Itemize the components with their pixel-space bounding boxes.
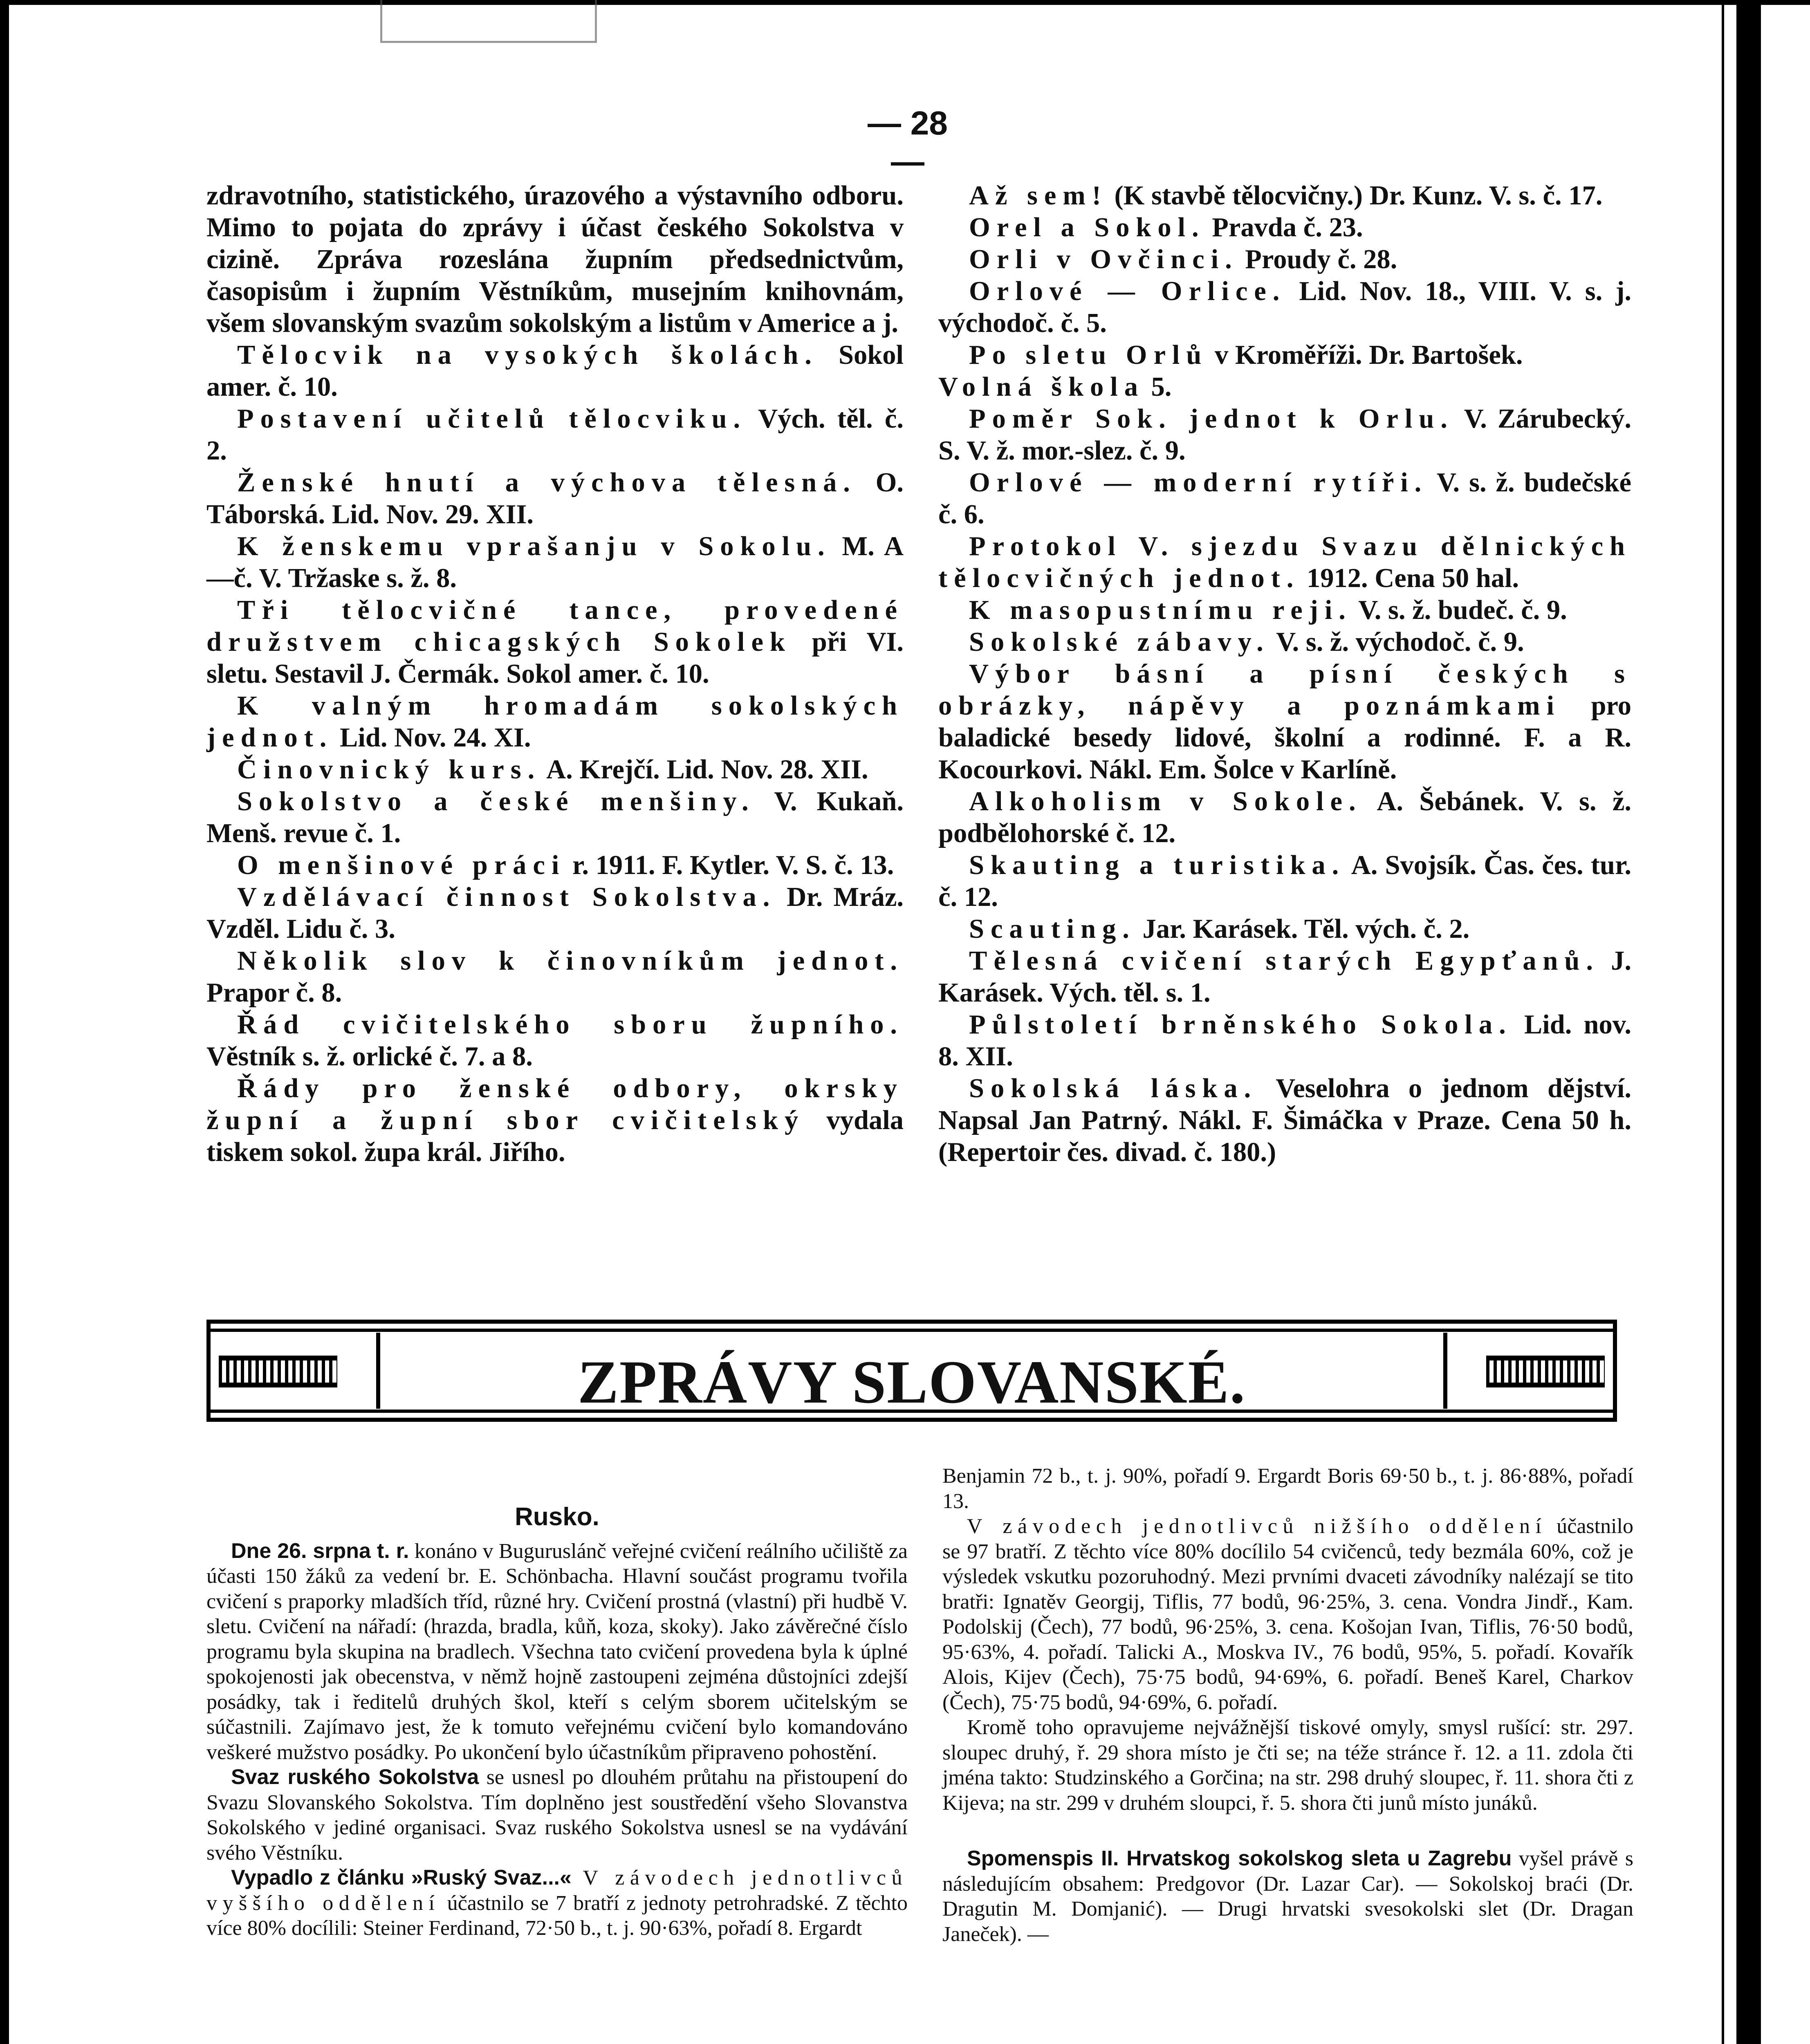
bibliography-entry: Skauting a turistika. A. Svojsík. Čas. čes. tur. č. 12.	[938, 850, 1631, 912]
bibliography-entry: O menšinové práci r. 1911. F. Kytler. V. S. č. 13.	[237, 850, 894, 880]
page-edge-left	[0, 0, 9, 2044]
news-right-column	[942, 1464, 1633, 1947]
bibliography-entry: Sokolstvo a české menšiny. V. Kukaň. Menš. revue č. 1.	[206, 787, 904, 848]
bibliography-entry: Orel a Sokol. Pravda č. 23.	[969, 213, 1363, 242]
bibliography-entry: Řád cvičitelského sboru župního. Věstník s. ž. orlické č. 7. a 8.	[206, 1010, 904, 1071]
bibliography-right-column	[938, 180, 1631, 1168]
section-banner	[206, 1320, 1617, 1422]
library-stamp	[380, 0, 597, 43]
paragraph-gap	[942, 1815, 1633, 1846]
bibliography-entry: Tělesná cvičení starých Egypťanů. J. Karásek. Vých. těl. s. 1.	[938, 946, 1631, 1008]
bibliography-entry: Volná škola 5.	[938, 372, 1172, 402]
rusko-heading: Rusko.	[515, 1503, 599, 1531]
page-number: — 28 —	[868, 105, 948, 180]
news-paragraph: Dne 26. srpna t. r. konáno v Buguruslánč veřejné cvičení reálního učiliště za účasti 150 žáků za vedení br. E. Schönbacha. Hlavní součást programu tvořila cvičení s praporky mladších tříd, různé hry. Cvičení prostná (vlastní) při hudbě V. sletu. Cvičení na nářadí: (hrazda, bradla, kůň, koza, skoky). Jako závěrečné číslo programu byla skupina na bradlech. Všechna tato cvičení provedena byla k úplné spokojenosti jak obecenstva, v němž hojně zastoupeni zejména důstojníci zdejší posádky, tak i ředitelů druhých škol, kteří s celým sborem učitelským se súčastnili. Zajímavo jest, že k tomuto veřejnému cvičení bylo komandováno veškeré mužstvo posádky. Po ukončení bylo účastníkům připraveno pohostění.	[206, 1539, 908, 1764]
banner-title-frame	[376, 1333, 1447, 1416]
bibliography-entry: Orlové — moderní rytíři. V. s. ž. budečské č. 6.	[938, 468, 1631, 529]
bibliography-entry: K valným hromadám sokolských jednot. Lid. Nov. 24. XI.	[206, 691, 904, 753]
banner-ornament-left	[219, 1356, 337, 1387]
bibliography-entry: Alkoholism v Sokole. A. Šebánek. V. s. ž. podbělohorské č. 12.	[938, 787, 1632, 848]
bibliography-entry: Tělocvik na vysokých školách. Sokol amer. č. 10.	[206, 340, 904, 402]
bibliography-entry: Postavení učitelů tělocviku. Vých. těl. č. 2.	[206, 404, 904, 466]
bibliography-entry: Až sem! (K stavbě tělocvičny.) Dr. Kunz. V. s. č. 17.	[969, 181, 1603, 211]
bibliography-entry: Po sletu Orlů v Kroměříži. Dr. Bartošek.	[969, 340, 1523, 370]
intro-paragraph: zdravotního, statistického, úrazového a výstavního odboru. Mimo to pojata do zprávy i účast českého Sokolstva v cizině. Zpráva rozeslána župním předsednictvům, časopisům i župním Věstníkům, musejním knihovnám, všem slovanským svazům sokolským a listům v Americe a j.	[206, 181, 904, 338]
news-paragraph: Svaz ruského Sokolstva se usnesl po dlouhém průtahu na přistoupení do Svazu Slovanského Sokolstva. Tím doplněno jest soustředění všeho Slovanstva Sokolského v jediné organisaci. Svaz ruského Sokolstva usnesl se na vydávání svého Věstníku.	[206, 1765, 908, 1865]
bibliography-entry: K ženskemu vprašanju v Sokolu. M. A—č. V. Tržaske s. ž. 8.	[206, 531, 904, 593]
rusko-column	[206, 1504, 908, 1941]
bibliography-entry: Řády pro ženské odbory, okrsky župní a župní sbor cvičitelský vydala tiskem sokol. župa král. Jiřího.	[206, 1074, 904, 1167]
bibliography-entry: K masopustnímu reji. V. s. ž. budeč. č. 9.	[969, 595, 1567, 625]
bibliography-entry: Orli v Ovčinci. Proudy č. 28.	[969, 244, 1397, 274]
bibliography-entry: Scauting. Jar. Karásek. Těl. vých. č. 2.	[969, 914, 1470, 944]
bibliography-entry: Orlové — Orlice. Lid. Nov. 18., VIII. V. s. j. východoč. č. 5.	[938, 276, 1632, 338]
bibliography-entry: Několik slov k činovníkům jednot. Prapor č. 8.	[206, 946, 904, 1008]
page-edge-top	[0, 0, 1810, 5]
bibliography-entry: Sokolská láska. Veselohra o jednom dějství. Napsal Jan Patrný. Nákl. F. Šimáčka v Praze. Cena 50 h. (Repertoir čes. divad. č. 180.)	[938, 1074, 1632, 1167]
banner-rule-top	[211, 1329, 1613, 1332]
page-edge-right-line	[1722, 0, 1724, 2044]
bibliography-entry: Vzdělávací činnost Sokolstva. Dr. Mráz. Vzděl. Lidu č. 3.	[206, 882, 904, 944]
bibliography-entry: Poměr Sok. jednot k Orlu. V. Zárubecký. S. V. ž. mor.-slez. č. 9.	[938, 404, 1632, 466]
page-edge-right	[1736, 0, 1761, 2044]
bibliography-entry: Sokolské zábavy. V. s. ž. východoč. č. 9.	[969, 627, 1524, 657]
bibliography-entry: Ženské hnutí a výchova tělesná. O. Táborská. Lid. Nov. 29. XII.	[206, 468, 904, 529]
news-paragraph: Benjamin 72 b., t. j. 90%, pořadí 9. Ergardt Boris 69·50 b., t. j. 86·88%, pořadí 13.	[942, 1464, 1633, 1513]
bibliography-entry: Činovnický kurs. A. Krejčí. Lid. Nov. 28. XII.	[237, 755, 868, 784]
bibliography-entry: Půlstoletí brněnského Sokola. Lid. nov. 8. XII.	[938, 1010, 1631, 1071]
errata-paragraph: Kromě toho opravujeme nejvážnější tiskové omyly, smysl rušící: str. 297. sloupec druhý, ř. 29 shora místo je čti se; na téže stránce ř. 12. a 11. zdola čti jména takto: Studzinského a Gorčina; na str. 298 druhý sloupec, ř. 11. shora čti z Kijeva; na str. 299 v druhém sloupci, ř. 5. shora čti junů místo junáků.	[942, 1716, 1633, 1815]
bibliography-entry: Výbor básní a písní českých s obrázky, nápěvy a poznámkami pro baladické besedy lidové, školní a rodinné. F. a R. Kocourkovi. Nákl. Em. Šolce v Karlíně.	[938, 659, 1631, 784]
news-paragraph: Vypadlo z článku »Ruský Svaz...« V závodech jednotlivců vyššího oddělení účastnilo se 7 bratří z jednoty petrohradské. Z těchto více 80% docílili: Steiner Ferdinand, 72·50 b., t. j. 90·63%, pořadí 8. Ergardt	[206, 1866, 908, 1940]
bibliography-entry: Protokol V. sjezdu Svazu dělnických tělocvičných jednot. 1912. Cena 50 hal.	[938, 531, 1631, 593]
news-paragraph: V závodech jednotlivců nižšího oddělení účastnilo se 97 bratří. Z těchto více 80% docílilo 54 cvičenců, tedy bezmála 60%, což je výsledek vskutku pozoruhodný. Mezi prvními dvaceti závodníky nalézají se tito bratři: Ignatěv Georgij, Tiflis, 77 bodů, 96·25%, 3. cena. Vondra Jindř., Kam. Podolskij (Čech), 77 bodů, 96·25%, 3. cena. Košojan Ivan, Tiflis, 76·50 bodů, 95·63%, 4. pořadí. Talicki A., Moskva IV., 76 bodů, 95%, 5. pořadí. Kovařík Alois, Kijev (Čech), 75·75 bodů, 94·69%, 6. pořadí. Beneš Karel, Charkov (Čech), 75·75 bodů, 94·69%, 6. pořadí.	[942, 1515, 1633, 1714]
news-paragraph: Spomenspis II. Hrvatskog sokolskog sleta u Zagrebu vyšel právě s následujícím obsahem: Predgovor (Dr. Lazar Car). — Sokolskoj braći (Dr. Dragutin M. Domjanić). — Drugi hrvatski svesokolski slet (Dr. Dragan Janeček). —	[942, 1847, 1633, 1946]
banner-ornament-right	[1486, 1356, 1605, 1387]
bibliography-left-column	[206, 180, 904, 1168]
section-title: ZPRÁVY SLOVANSKÉ.	[577, 1348, 1246, 1416]
bibliography-entry: Tři tělocvičné tance, provedené družstvem chicagských Sokolek při VI. sletu. Sestavil J. Čermák. Sokol amer. č. 10.	[206, 595, 904, 689]
